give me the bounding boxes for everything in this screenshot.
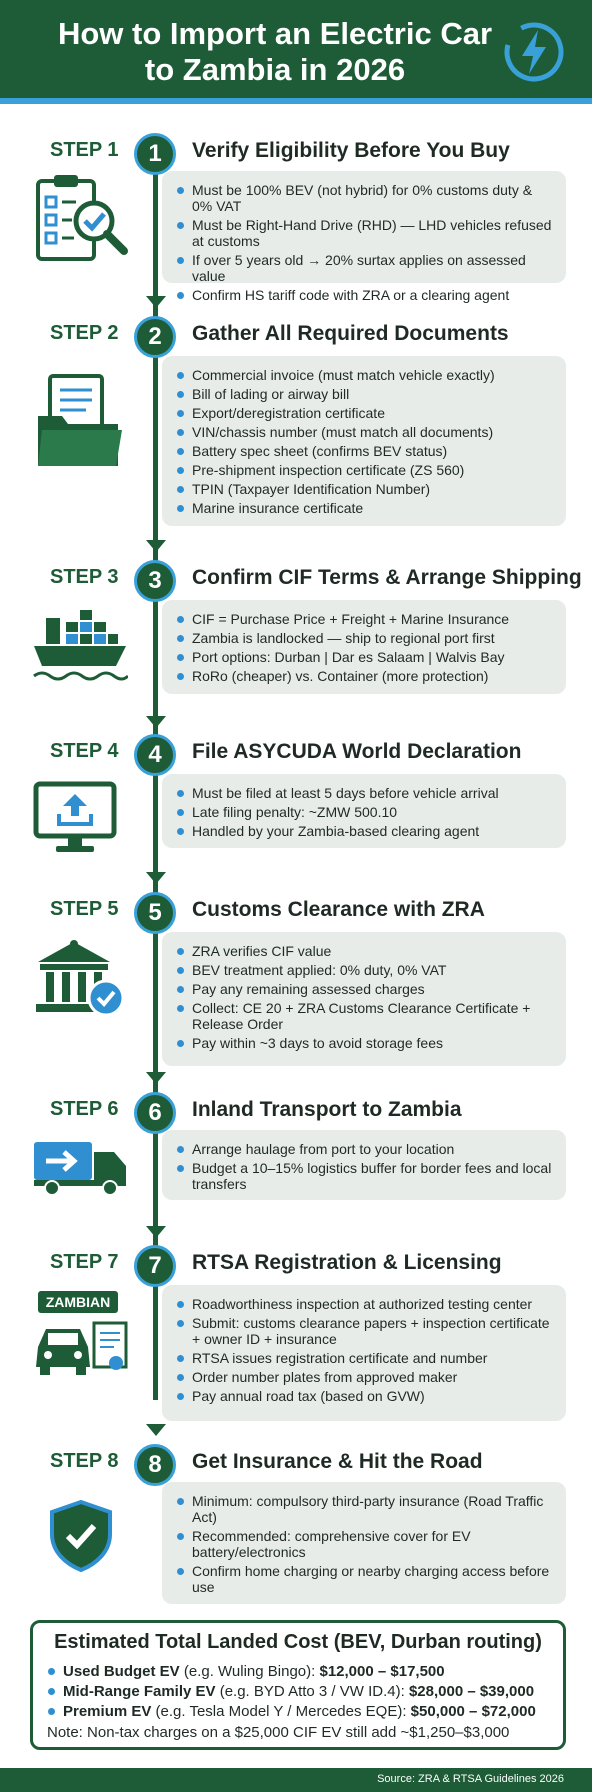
step-number: 4 [134, 734, 176, 776]
list-item: Confirm HS tariff code with ZRA or a clearing agent [174, 287, 554, 303]
list-item: Port options: Durban | Dar es Salaam | Walvis Bay [174, 649, 554, 665]
timeline-arrow [146, 872, 166, 884]
step-label: STEP 5 [50, 898, 119, 920]
step-title: Inland Transport to Zambia [192, 1098, 462, 1121]
timeline-arrow [146, 1072, 166, 1084]
list-item: Handled by your Zambia-based clearing agent [174, 823, 554, 839]
cargo-ship-icon [32, 608, 128, 688]
lightning-bolt-icon [502, 20, 566, 84]
list-item: Late filing penalty: ~ZMW 500.10 [174, 804, 554, 820]
step-number: 1 [134, 133, 176, 175]
list-item: Recommended: comprehensive cover for EV battery/electronics [174, 1528, 554, 1560]
cost-item-label: Premium EV [63, 1703, 152, 1720]
list-item: Battery spec sheet (confirms BEV status) [174, 443, 554, 459]
list-item: Must be Right-Hand Drive (RHD) — LHD vehicles refused at customs [174, 217, 554, 249]
step-label: STEP 7 [50, 1251, 119, 1273]
step-number: 7 [134, 1245, 176, 1287]
cost-item-label: Used Budget EV [63, 1663, 180, 1680]
cost-item-detail: (e.g. Wuling Bingo): [179, 1663, 320, 1680]
timeline-arrow [146, 296, 166, 308]
list-item: Minimum: compulsory third-party insurance (Road Traffic Act) [174, 1493, 554, 1525]
header-banner [0, 0, 592, 104]
step-title: Get Insurance & Hit the Road [192, 1450, 483, 1473]
cost-item-label: Mid-Range Family EV [63, 1683, 216, 1700]
list-item: Must be filed at least 5 days before vehicle arrival [174, 785, 554, 801]
list-item: Commercial invoice (must match vehicle exactly) [174, 367, 554, 383]
list-item: Marine insurance certificate [174, 500, 554, 516]
list-item: Pay annual road tax (based on GVW) [174, 1388, 554, 1404]
zambian-plate-badge: ZAMBIAN [38, 1291, 118, 1313]
step-number: 5 [134, 892, 176, 934]
list-item: Submit: customs clearance papers + inspection certificate + owner ID + insurance [174, 1315, 554, 1347]
timeline-arrow [146, 716, 166, 728]
list-item: Collect: CE 20 + ZRA Customs Clearance Certificate + Release Order [174, 1000, 554, 1032]
step-details [162, 932, 566, 1066]
list-item: Export/deregistration certificate [174, 405, 554, 421]
list-item: Bill of lading or airway bill [174, 386, 554, 402]
step-label: STEP 2 [50, 322, 119, 344]
list-item: RTSA issues registration certificate and number [174, 1350, 554, 1366]
step-number: 8 [134, 1444, 176, 1486]
step-number: 6 [134, 1092, 176, 1134]
list-item: If over 5 years old → 20% surtax applies on assessed value [174, 252, 554, 284]
cost-item [47, 1702, 549, 1721]
step-title: RTSA Registration & Licensing [192, 1251, 502, 1274]
documents-folder-icon [32, 372, 128, 472]
cost-item [47, 1662, 549, 1681]
cost-item-value: $50,000 – $72,000 [410, 1703, 536, 1720]
checklist-magnifier-icon [32, 169, 132, 269]
list-item: Pay within ~3 days to avoid storage fees [174, 1035, 554, 1051]
list-item: Confirm home charging or nearby charging access before use [174, 1563, 554, 1595]
step-label: STEP 3 [50, 566, 119, 588]
landed-cost-panel [30, 1620, 566, 1750]
step-title: Gather All Required Documents [192, 322, 509, 345]
step-label: STEP 4 [50, 740, 119, 762]
step-details [162, 600, 566, 694]
list-item: CIF = Purchase Price + Freight + Marine Insurance [174, 611, 554, 627]
truck-icon [32, 1138, 130, 1198]
list-item: Must be 100% BEV (not hybrid) for 0% customs duty & 0% VAT [174, 182, 554, 214]
cost-item-detail: (e.g. Tesla Model Y / Mercedes EQE): [151, 1703, 411, 1720]
cost-item-value: $28,000 – $39,000 [408, 1683, 535, 1700]
step-label: STEP 6 [50, 1098, 119, 1120]
list-item: Pay any remaining assessed charges [174, 981, 554, 997]
government-building-icon [32, 936, 128, 1022]
computer-upload-icon [32, 780, 120, 856]
step-number: 2 [134, 316, 176, 358]
list-item: Order number plates from approved maker [174, 1369, 554, 1385]
cost-item-detail: (e.g. BYD Atto 3 / VW ID.4): [215, 1683, 409, 1700]
cost-note: Note: Non-tax charges on a $25,000 CIF EV still add ~$1,250–$3,000 [47, 1724, 510, 1741]
step-details [162, 1482, 566, 1604]
step-title: Verify Eligibility Before You Buy [192, 139, 510, 162]
cost-item-value: $12,000 – $17,500 [319, 1663, 445, 1680]
step-title: File ASYCUDA World Declaration [192, 740, 522, 763]
step-details [162, 356, 566, 526]
step-details [162, 171, 566, 303]
list-item: VIN/chassis number (must match all documents) [174, 424, 554, 440]
step-title: Confirm CIF Terms & Arrange Shipping [192, 566, 582, 589]
shield-check-icon [48, 1498, 114, 1574]
timeline-arrow [146, 1226, 166, 1238]
car-certificate-icon [32, 1317, 132, 1385]
page-title: How to Import an Electric Car to Zambia in 2026 [57, 16, 493, 87]
timeline-arrow [146, 1424, 166, 1436]
list-item: Pre-shipment inspection certificate (ZS 560) [174, 462, 554, 478]
cost-item [47, 1682, 549, 1701]
step-label: STEP 8 [50, 1450, 119, 1472]
step-details [162, 1285, 566, 1421]
list-item: ZRA verifies CIF value [174, 943, 554, 959]
step-details [162, 774, 566, 848]
step-details [162, 1130, 566, 1200]
list-item: Roadworthiness inspection at authorized testing center [174, 1296, 554, 1312]
step-title: Customs Clearance with ZRA [192, 898, 485, 921]
list-item: BEV treatment applied: 0% duty, 0% VAT [174, 962, 554, 978]
step-label: STEP 1 [50, 139, 119, 161]
list-item: TPIN (Taxpayer Identification Number) [174, 481, 554, 497]
list-item: Zambia is landlocked — ship to regional port first [174, 630, 554, 646]
list-item: RoRo (cheaper) vs. Container (more protection) [174, 668, 554, 684]
list-item: Arrange haulage from port to your location [174, 1141, 554, 1157]
step-number: 3 [134, 560, 176, 602]
footer-source: Source: ZRA & RTSA Guidelines 2026 [0, 1768, 592, 1792]
cost-title: Estimated Total Landed Cost (BEV, Durban routing) [54, 1631, 542, 1653]
timeline-arrow [146, 540, 166, 552]
list-item: Budget a 10–15% logistics buffer for border fees and local transfers [174, 1160, 554, 1192]
